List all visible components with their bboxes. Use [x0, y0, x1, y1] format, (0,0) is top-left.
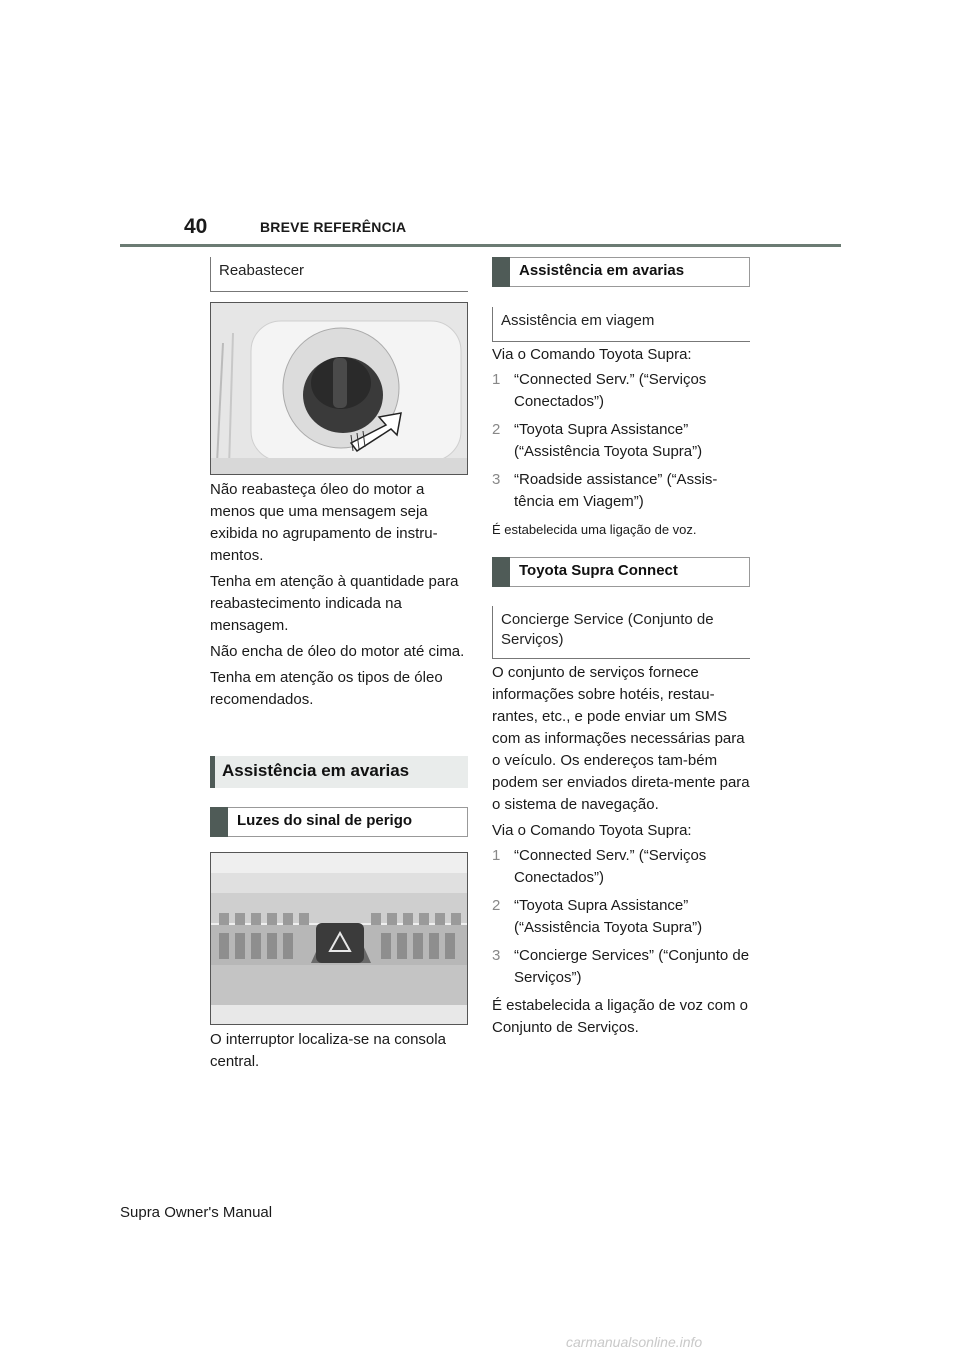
section-title: BREVE REFERÊNCIA	[260, 219, 407, 235]
subhead-refuel: Reabastecer	[210, 257, 468, 292]
step-item	[492, 895, 750, 939]
refuel-paragraph: Tenha em atenção os tipos de óleo recomendados.	[210, 669, 443, 708]
via-command-text: Via o Comando Toyota Supra:	[492, 822, 692, 839]
step-number: 2	[492, 897, 501, 914]
hazard-switch-illustration	[211, 853, 468, 1025]
step-number: 1	[492, 371, 501, 388]
oil-filler-cap-image	[210, 302, 468, 475]
hazard-text	[210, 1029, 468, 1073]
final-paragraph: É estabelecida a ligação de voz com o Conjunto de Serviços.	[492, 997, 748, 1036]
footer-manual-title: Supra Owner's Manual	[120, 1204, 273, 1221]
step-item	[492, 845, 750, 889]
heading-connect: Toyota Supra Connect	[492, 557, 750, 587]
step-text: “Connected Serv.” (“Serviços Conectados”)	[514, 371, 707, 410]
step-item	[492, 369, 750, 413]
step-text: “Toyota Supra Assistance” (“Assistência Toyota Supra”)	[514, 897, 703, 936]
subhead-roadside: Assistência em viagem	[492, 307, 750, 342]
step-item	[492, 469, 750, 513]
hazard-paragraph: O interruptor localiza-se na consola central.	[210, 1031, 446, 1070]
subhead-concierge: Concierge Service (Conjunto de Serviços)	[492, 606, 750, 659]
concierge-paragraph: O conjunto de serviços fornece informações sobre hotéis, restau-rantes, etc., e pode enviar um SMS com as informações necessárias para o veículo. Os endereços tam-bém podem ser enviados direta-mente para o sistema de navegação.	[492, 664, 750, 813]
step-item	[492, 945, 750, 989]
step-text: “Roadside assistance” (“Assis-tência em Viagem”)	[514, 471, 718, 510]
page-number: 40	[184, 215, 208, 238]
step-number: 1	[492, 847, 501, 864]
step-number: 3	[492, 947, 501, 964]
step-text: “Toyota Supra Assistance” (“Assistência Toyota Supra”)	[514, 421, 703, 460]
oil-filler-cap-illustration	[211, 303, 468, 475]
refuel-paragraph: Não encha de óleo do motor até cima.	[210, 643, 465, 660]
step-number: 3	[492, 471, 501, 488]
step-text: “Connected Serv.” (“Serviços Conectados”)	[514, 847, 707, 886]
heading-breakdown-left: Assistência em avarias	[210, 756, 468, 788]
refuel-paragraph: Tenha em atenção à quantidade para reabastecimento indicada na mensagem.	[210, 573, 459, 634]
refuel-paragraph: Não reabasteça óleo do motor a menos que uma mensagem seja exibida no agrupamento de instru-mentos.	[210, 481, 438, 564]
voice-note: É estabelecida uma ligação de voz.	[492, 522, 697, 537]
subhead-hazard: Luzes do sinal de perigo	[210, 807, 468, 837]
step-item	[492, 419, 750, 463]
step-text: “Concierge Services” (“Conjunto de Serviços”)	[514, 947, 750, 986]
step-number: 2	[492, 421, 501, 438]
roadside-steps	[492, 344, 750, 539]
hazard-switch-image	[210, 852, 468, 1025]
heading-breakdown-right: Assistência em avarias	[492, 257, 750, 287]
header-divider	[120, 244, 841, 247]
watermark: carmanualsonline.info	[566, 1334, 703, 1350]
refuel-text	[210, 479, 468, 711]
concierge-text	[492, 662, 750, 1039]
via-command-text: Via o Comando Toyota Supra:	[492, 346, 692, 363]
